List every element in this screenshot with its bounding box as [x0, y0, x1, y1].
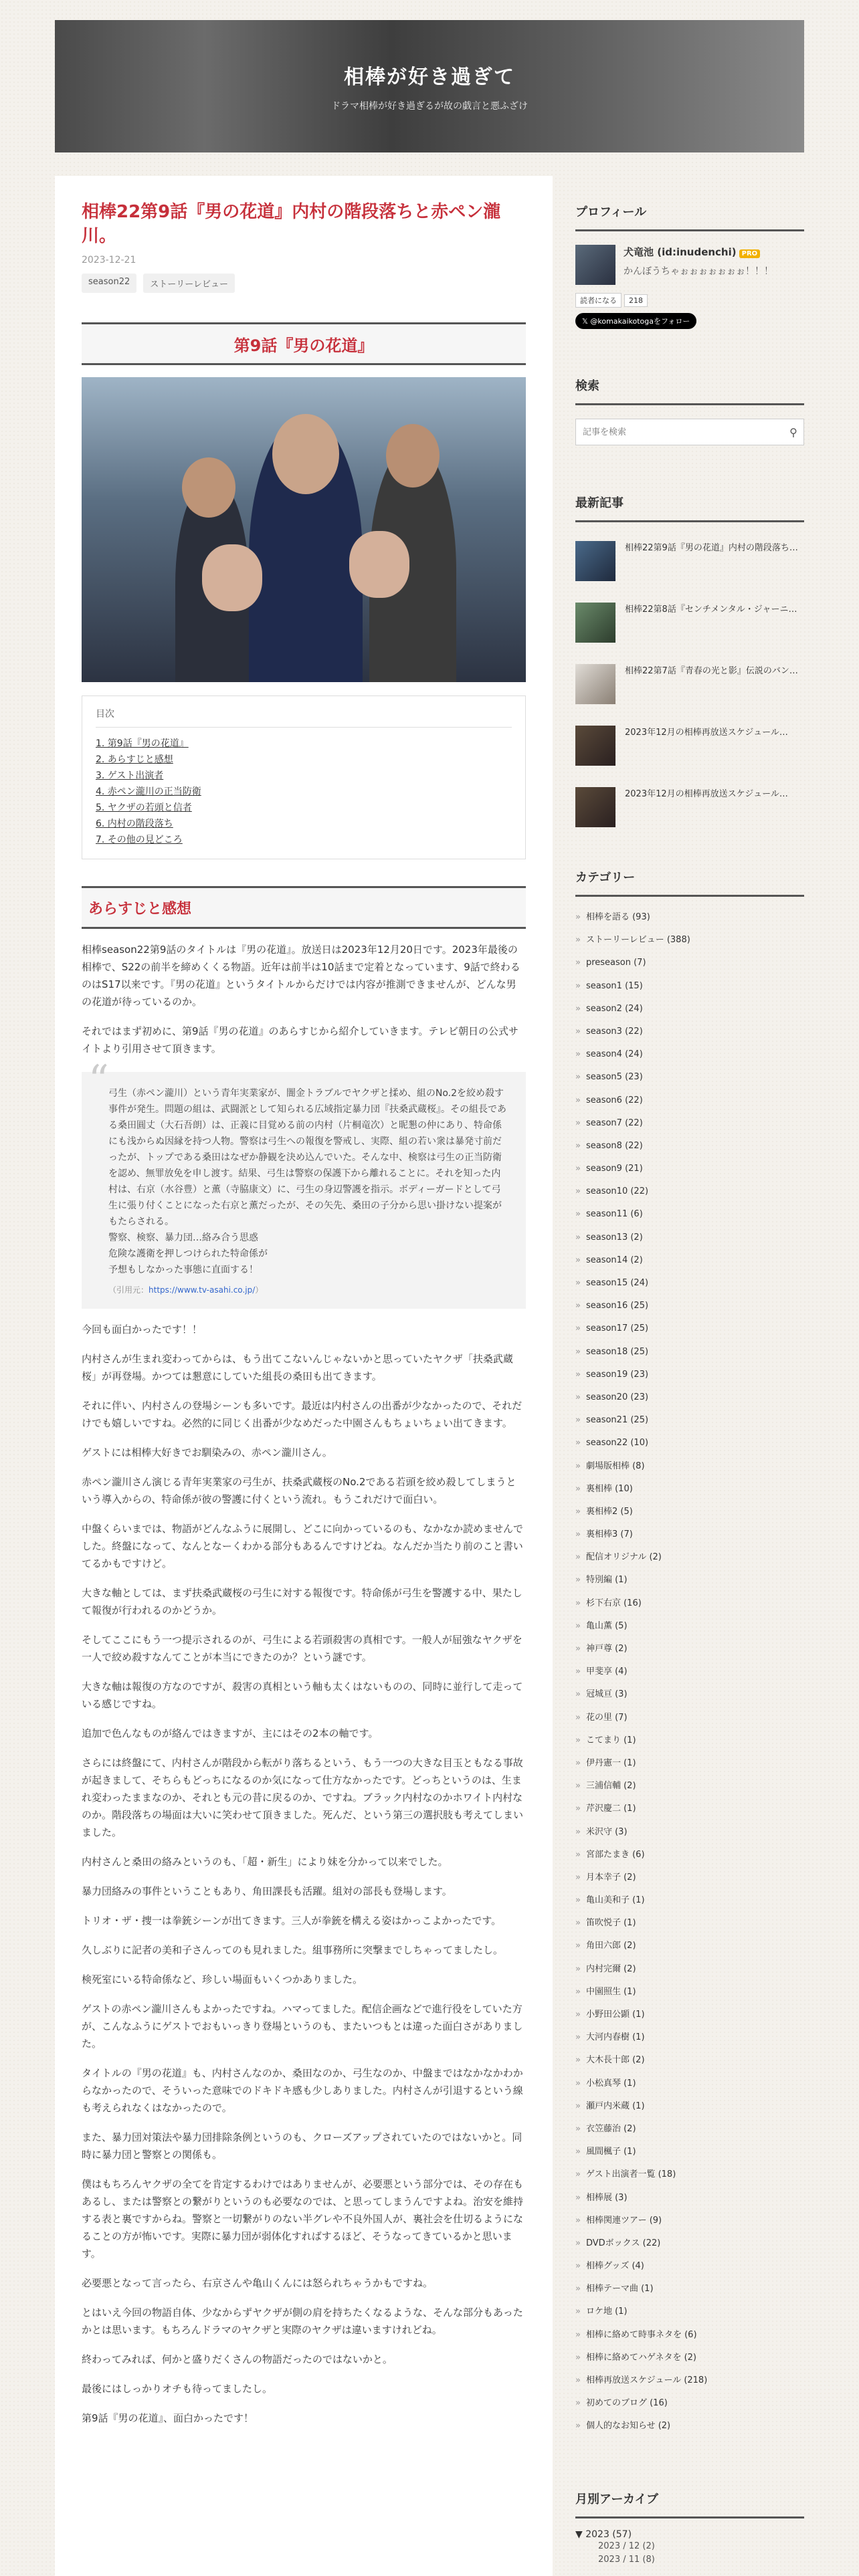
toc-item[interactable]: 4. 赤ペン瀧川の正当防衛: [96, 786, 201, 797]
twitter-follow-button[interactable]: 𝕏 @komakaikotogaをフォロー: [575, 313, 696, 329]
episode-image: [82, 377, 526, 682]
toc-item[interactable]: 1. 第9話『男の花道』: [96, 738, 189, 749]
profile-name[interactable]: 犬竜池 (id:inudenchi): [624, 246, 737, 258]
category-item[interactable]: » 瀬戸内米蔵 (1): [575, 2095, 804, 2118]
category-item[interactable]: » 相棒に絡めてハゲネタを (2): [575, 2347, 804, 2369]
body-paragraph: 終わってみれば、何かと盛りだくさんの物語だったのではないかと。: [82, 2353, 393, 2365]
category-item[interactable]: » season18 (25): [575, 1341, 804, 1364]
category-item[interactable]: » 角田六郎 (2): [575, 1935, 804, 1957]
widget-title: 最新記事: [575, 494, 804, 522]
category-item[interactable]: » season20 (23): [575, 1386, 804, 1409]
category-item[interactable]: » 神戸尊 (2): [575, 1638, 804, 1660]
profile-description: かんぼうちゃぉぉぉぉぉぉぉ！！！: [624, 266, 773, 277]
category-item[interactable]: » season21 (25): [575, 1409, 804, 1432]
category-item[interactable]: » 伊丹憲一 (1): [575, 1752, 804, 1775]
intro-paragraph: それではまず初めに、第9話『男の花道』のあらすじから紹介していきます。テレビ朝日の公式サイトより引用させて頂きます。: [82, 1025, 519, 1055]
category-item[interactable]: » 初めてのブログ (16): [575, 2392, 804, 2415]
body-paragraph: とはいえ今回の物語自体、少なからずヤクザが側の肩を持ちたくなるような、そんな部分もあったかとは思います。もちろんドラマのヤクザと実際のヤクザは違いますけれどね。: [82, 2306, 523, 2336]
toc-item[interactable]: 7. その他の見どころ: [96, 835, 183, 845]
category-item[interactable]: » 相棒関連ツアー (9): [575, 2210, 804, 2232]
citation-link[interactable]: https://www.tv-asahi.co.jp/: [149, 1285, 256, 1295]
toc-item[interactable]: 5. ヤクザの若頭と信者: [96, 802, 192, 813]
widget-title: 検索: [575, 377, 804, 405]
category-item[interactable]: » 個人的なお知らせ (2): [575, 2415, 804, 2438]
category-item[interactable]: » 花の里 (7): [575, 1707, 804, 1729]
body-paragraph: 赤ペン瀧川さん演じる青年実業家の弓生が、扶桑武蔵桜のNo.2である若頭を絞め殺してしまうという導入からの、特命係が彼の警護に付くという流れ。もうこれだけで面白い。: [82, 1476, 516, 1505]
body-paragraph: タイトルの『男の花道』も、内村さんなのか、桑田なのか、弓生なのか、中盤まではなかなかわからなかったので、そういった意味でのドキドキ感も少しありました。内村さんが引退するという線も考えられなくはなかったので。: [82, 2067, 523, 2114]
tag-season22[interactable]: season22: [82, 274, 136, 293]
body-paragraph: 必要悪となって言ったら、右京さんや亀山くんには怒られちゃうかもですね。: [82, 2277, 434, 2289]
subscribe-button[interactable]: 読者になる: [575, 293, 622, 308]
body-paragraph: 中盤くらいまでは、物語がどんなふうに展開し、どこに向かっているのも、なかなか読めませんでした。終盤になって、なんとなーくわかる部分もあるんですけどね。なんだか当たり前のこと書いてるかもですけど。: [82, 1523, 524, 1570]
body-paragraph: 久しぶりに記者の美和子さんってのも見れました。組事務所に突撃までしちゃってましたし。: [82, 1944, 504, 1956]
archive-month[interactable]: 2023 / 12 (2): [598, 2541, 655, 2551]
quote-citation: （引用元：https://www.tv-asahi.co.jp/）: [108, 1285, 264, 1295]
recent-post[interactable]: 2023年12月の相棒再放送スケジュール…: [575, 776, 804, 838]
category-item[interactable]: » season5 (23): [575, 1066, 804, 1089]
body-paragraph: 内村さんが生まれ変わってからは、もう出てこないんじゃないかと思っていたヤクザ「扶桑武蔵桜」が再登場。かつては懇意にしていた組長の桑田も出てきます。: [82, 1353, 513, 1382]
category-item[interactable]: » 冠城亘 (3): [575, 1683, 804, 1706]
category-item[interactable]: » 特別編 (1): [575, 1569, 804, 1592]
recent-post[interactable]: 相棒22第9話『男の花道』内村の階段落ち…: [575, 530, 804, 592]
search-widget: [575, 377, 804, 445]
quote-icon: “: [88, 1057, 109, 1103]
body-paragraph: 大きな軸は報復の方なのですが、殺害の真相という軸も太くはないものの、同時に並行して走っている感じですね。: [82, 1681, 523, 1710]
category-item[interactable]: » 杉下右京 (16): [575, 1592, 804, 1615]
archive-year[interactable]: ▼ 2023 (57): [575, 2529, 632, 2540]
body-paragraph: また、暴力団対策法や暴力団排除条例というのも、クローズアップされていたのではないかと。同時に暴力団と警察との関係も。: [82, 2131, 522, 2161]
category-item[interactable]: » season17 (25): [575, 1317, 804, 1340]
quote-line: 危険な護衛を押しつけられた特命係が: [108, 1249, 268, 1259]
widget-title: カテゴリー: [575, 868, 804, 897]
category-item[interactable]: » こてまり (1): [575, 1729, 804, 1752]
category-item[interactable]: » 裏相棒2 (5): [575, 1501, 804, 1523]
body-paragraph: それに伴い、内村さんの登場シーンも多いです。最近は内村さんの出番が少なかったので、それだけでも嬉しいですね。必然的に同じく出番が少なめだった中園さんもちょいちょい出てきます。: [82, 1400, 522, 1429]
body-paragraph: 第9話『男の花道』、面白かったです！: [82, 2412, 254, 2424]
category-item[interactable]: » 相棒再放送スケジュール (218): [575, 2369, 804, 2392]
synopsis-quote: [82, 1057, 526, 1309]
category-item[interactable]: » 相棒に絡めて時事ネタを (6): [575, 2324, 804, 2347]
site-description: ドラマ相棒が好き過ぎるが故の戯言と悪ふざけ: [331, 101, 528, 112]
body-paragraph: 大きな軸としては、まず扶桑武蔵桜の弓生に対する報復です。特命係が弓生を警護する中、果たして報復が行われるのかどうか。: [82, 1587, 522, 1616]
category-item[interactable]: » preseason (7): [575, 952, 804, 974]
site-title[interactable]: 相棒が好き過ぎて: [344, 66, 515, 89]
recent-post[interactable]: 相棒22第8話『センチメンタル・ジャーニ…: [575, 592, 804, 653]
category-item[interactable]: » 風間楓子 (1): [575, 2141, 804, 2163]
category-item[interactable]: » 笛吹悦子 (1): [575, 1912, 804, 1935]
avatar[interactable]: [575, 245, 615, 285]
body-paragraph: さらには終盤にて、内村さんが階段から転がり落ちるという、もう一つの大きな目玉ともなる事故が起きまして、そちらもどっちになるのか気になって仕方なかったです。どっちというのは、生まれ変わったままなのか、それとも元の昔に戻るのか、ですね。ブラック内村なのかホワイト内村なのか。階段落ちの場面は大いに笑わせて頂きました。死んだ、という第三の選択肢も考えてしまいました。: [82, 1757, 524, 1838]
site-header[interactable]: [55, 20, 804, 152]
body-paragraph: ゲストの赤ペン瀧川さんもよかったですね。ハマってました。配信企画などで進行役をしていた方が、こんなふうにゲストでおもいっきり登場というのも、またいつもとは違った面白さがありました。: [82, 2003, 523, 2050]
recent-posts-widget: [575, 494, 804, 838]
category-item[interactable]: » 相棒テーマ曲 (1): [575, 2278, 804, 2300]
body-paragraph: 僕はもちろんヤクザの全てを肯定するわけではありませんが、必要悪という部分では、その存在もあるし、または警察との繋がりというのも必要なのでは、と思ってしまうんですよね。治安を維持する表と裏ですからね。警察と一切繋がりのない半グレや不良外国人が、裏社会を仕切るようになることの方が怖いです。実際に暴力団が弱体化すればするほど、そうなってきているかと思います。: [82, 2178, 524, 2260]
toc-item[interactable]: 6. 内村の階段落ち: [96, 819, 173, 829]
body-paragraph: ゲストには相棒大好きでお馴染みの、赤ペン瀧川さん。: [82, 1446, 332, 1459]
category-item[interactable]: » ロケ地 (1): [575, 2300, 804, 2323]
quote-line: 警察、検察、暴力団…絡み合う思惑: [108, 1232, 258, 1243]
category-item[interactable]: » season2 (24): [575, 998, 804, 1021]
category-item[interactable]: » 月本幸子 (2): [575, 1866, 804, 1889]
category-item[interactable]: » 配信オリジナル (2): [575, 1546, 804, 1569]
recent-post[interactable]: 2023年12月の相棒再放送スケジュール…: [575, 715, 804, 776]
widget-title: 月別アーカイブ: [575, 2490, 804, 2518]
category-item[interactable]: » 米沢守 (3): [575, 1821, 804, 1844]
quote-text: 弓生（赤ペン瀧川）という青年実業家が、闇金トラブルでヤクザと揉め、組のNo.2を絞め殺す事件が発生。問題の組は、武闘派として知られる広域指定暴力団『扶桑武蔵桜』。その組長である桑田圓丈（大石吾朗）は、正義に目覚める前の内村（片桐竜次）と昵懇の仲にあり、特命係にも浅からぬ因縁を持つ人物。警察は弓生への報復を警戒し、実際、組の若い衆は暴発寸前だったが、トップである桑田はなぜか静観を決め込んでいた。そんな中、検察は弓生の正当防衛を認め、無罪放免を申し渡す。結果、弓生は警察の保護下から離れることに。それを知った内村は、右京（水谷豊）と薫（寺脇康文）に、弓生の身辺警護を指示。ボディーガードとして弓生に張り付くことになった右京と薫だったが、その矢先、桑田の子分から思い掛けない提案がもたらされる。: [108, 1088, 506, 1227]
category-item[interactable]: » 芹沢慶二 (1): [575, 1798, 804, 1820]
category-item[interactable]: » season3 (22): [575, 1021, 804, 1043]
category-item[interactable]: » season10 (22): [575, 1180, 804, 1203]
toc-item[interactable]: 3. ゲスト出演者: [96, 770, 164, 781]
archive-month[interactable]: 2023 / 11 (8): [598, 2555, 655, 2565]
widget-title: プロフィール: [575, 203, 804, 231]
toc-title: 目次: [96, 709, 114, 720]
pro-badge: PRO: [739, 249, 761, 258]
table-of-contents: [82, 695, 526, 859]
category-item[interactable]: » season14 (2): [575, 1249, 804, 1272]
category-item[interactable]: » 相棒を語る (93): [575, 906, 804, 929]
tag-story-review[interactable]: ストーリーレビュー: [143, 274, 235, 293]
category-item[interactable]: » 内村完爾 (2): [575, 1958, 804, 1981]
category-item[interactable]: » 大河内春樹 (1): [575, 2026, 804, 2049]
archive-widget: [575, 2490, 804, 2567]
post-date[interactable]: 2023-12-21: [82, 255, 136, 265]
body-paragraph: トリオ・ザ・捜一は拳銃シーンが出てきます。三人が拳銃を構える姿はかっこよかったです。: [82, 1915, 502, 1927]
body-paragraph: 内村さんと桑田の絡みというのも、「超・新生」により妹を分かって以来でした。: [82, 1856, 448, 1868]
sidebar: [575, 176, 804, 2576]
body-paragraph: そしてここにもう一つ提示されるのが、弓生による若頭殺害の真相です。一般人が屈強なヤクザを一人で絞め殺すなんてことが本当にできたのか？という謎です。: [82, 1634, 522, 1663]
category-item[interactable]: » season1 (15): [575, 975, 804, 998]
category-item[interactable]: » season11 (6): [575, 1203, 804, 1226]
section-heading: あらすじと感想: [82, 886, 526, 929]
category-item[interactable]: » season9 (21): [575, 1158, 804, 1180]
x-icon: 𝕏: [582, 317, 591, 326]
category-item[interactable]: » 亀山美和子 (1): [575, 1889, 804, 1912]
article-body: [82, 1321, 526, 2427]
category-item[interactable]: » 大木長十郎 (2): [575, 2049, 804, 2072]
body-paragraph: 今回も面白かったです！！: [82, 1323, 203, 1335]
category-item[interactable]: » 小松真琴 (1): [575, 2072, 804, 2095]
intro-paragraph: 相棒season22第9話のタイトルは『男の花道』。放送日は2023年12月20日です。2023年最後の相棒で、S22の前半を締めくくる物語。近年は前半は10話まで定着となっています、9話で終わるのはS17以来です。『男の花道』というタイトルからだけでは内容が推測できませんが、どんな男の花道が待っているのか。: [82, 944, 520, 1008]
recent-post[interactable]: 相棒22第7話『青春の光と影』伝説のバン…: [575, 653, 804, 715]
category-list: [575, 906, 804, 2438]
category-item[interactable]: » 裏相棒 (10): [575, 1478, 804, 1501]
search-icon[interactable]: ⚲: [789, 425, 797, 439]
category-item[interactable]: » 相棒展 (3): [575, 2187, 804, 2210]
category-item[interactable]: » season4 (24): [575, 1043, 804, 1066]
category-item[interactable]: » 衣笠藤治 (2): [575, 2118, 804, 2141]
category-item[interactable]: » season19 (23): [575, 1364, 804, 1386]
category-item[interactable]: » 宮部たまき (6): [575, 1844, 804, 1866]
category-item[interactable]: » 相棒グッズ (4): [575, 2255, 804, 2278]
body-paragraph: 最後にはしっかりオチも待ってましたし。: [82, 2383, 273, 2395]
post-title[interactable]: 相棒22第9話『男の花道』内村の階段落ちと赤ペン瀧川。: [82, 202, 501, 246]
category-item[interactable]: » 裏相棒3 (7): [575, 1523, 804, 1546]
category-item[interactable]: » season8 (22): [575, 1135, 804, 1158]
body-paragraph: 検死室にいる特命係など、珍しい場面もいくつかありました。: [82, 1973, 363, 1985]
category-item[interactable]: » 中園照生 (1): [575, 1981, 804, 2004]
category-item[interactable]: » 甲斐享 (4): [575, 1660, 804, 1683]
category-item[interactable]: » 亀山薫 (5): [575, 1615, 804, 1638]
search-input[interactable]: [576, 421, 783, 443]
category-item[interactable]: » DVDボックス (22): [575, 2232, 804, 2255]
category-item[interactable]: » 劇場版相棒 (8): [575, 1455, 804, 1478]
main-content: [55, 176, 553, 2576]
profile-widget: [575, 203, 804, 329]
toc-item[interactable]: 2. あらすじと感想: [96, 754, 173, 765]
category-item[interactable]: » season6 (22): [575, 1089, 804, 1112]
category-item[interactable]: » season13 (2): [575, 1226, 804, 1249]
category-item[interactable]: » ストーリーレビュー (388): [575, 929, 804, 952]
category-item[interactable]: » 小野田公顕 (1): [575, 2004, 804, 2026]
category-item[interactable]: » season15 (24): [575, 1272, 804, 1295]
episode-heading: 第9話『男の花道』: [82, 322, 526, 365]
body-paragraph: 暴力団絡みの事件ということもあり、角田課長も活躍。組対の部長も登場します。: [82, 1885, 452, 1897]
body-paragraph: 追加で色んなものが絡んではきますが、主にはその2本の軸です。: [82, 1727, 379, 1739]
categories-widget: [575, 868, 804, 2438]
category-item[interactable]: » ゲスト出演者一覧 (18): [575, 2163, 804, 2186]
post-tags: [82, 274, 526, 293]
category-item[interactable]: » 三浦信輔 (2): [575, 1775, 804, 1798]
category-item[interactable]: » season16 (25): [575, 1295, 804, 1317]
category-item[interactable]: » season7 (22): [575, 1112, 804, 1135]
quote-line: 予想もしなかった事態に直面する！: [108, 1265, 258, 1275]
readers-count: 218: [624, 294, 648, 307]
category-item[interactable]: » season22 (10): [575, 1432, 804, 1455]
